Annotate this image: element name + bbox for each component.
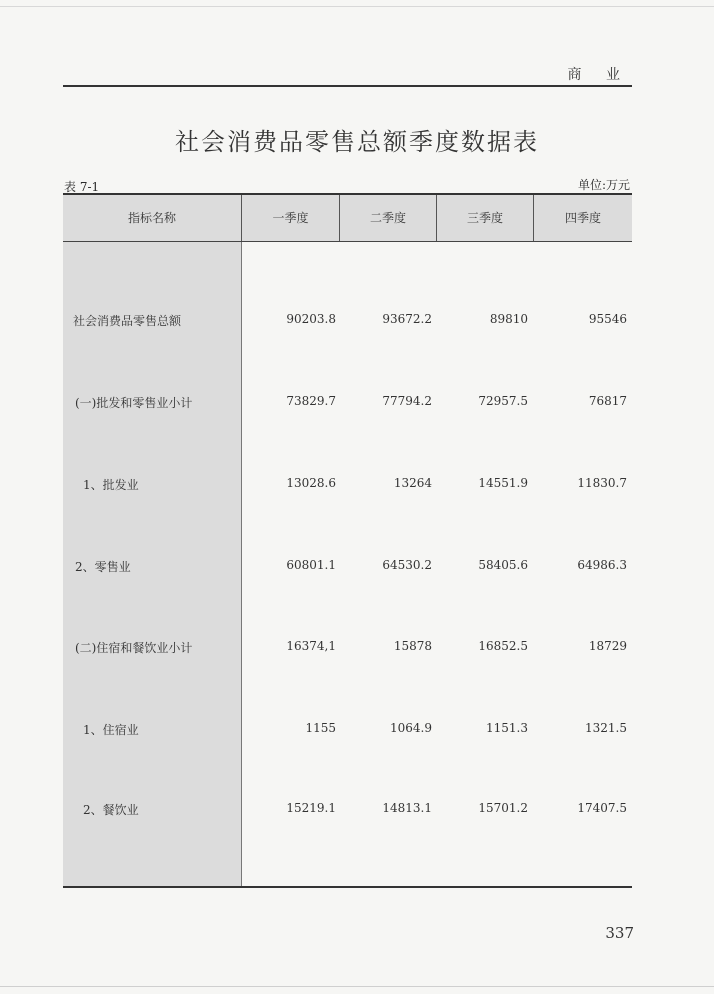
table-row — [63, 476, 632, 496]
cell-value: 76817 — [588, 394, 627, 408]
row-label: 2、零售业 — [75, 560, 131, 574]
cell-value: 95546 — [588, 312, 627, 326]
table-header — [63, 195, 632, 242]
column-header-q4: 四季度 — [564, 211, 601, 225]
cell-value: 14813.1 — [382, 801, 432, 815]
row-label: (一)批发和零售业小计 — [75, 396, 193, 410]
column-header-q2: 二季度 — [369, 211, 406, 225]
scan-top-edge — [0, 6, 714, 7]
cell-value: 73829.7 — [286, 394, 336, 408]
page-title: 社会消费品零售总额季度数据表 — [175, 128, 539, 156]
table-row — [63, 639, 632, 659]
cell-value: 90203.8 — [286, 312, 336, 326]
cell-value: 14551.9 — [478, 476, 528, 490]
cell-value: 18729 — [588, 639, 627, 653]
data-table — [63, 193, 632, 888]
cell-value: 13264 — [393, 476, 432, 490]
table-row — [63, 721, 632, 741]
cell-value: 11830.7 — [577, 476, 627, 490]
cell-value: 1064.9 — [390, 721, 432, 735]
cell-value: 17407.5 — [577, 801, 627, 815]
cell-value: 64530.2 — [382, 558, 432, 572]
cell-value: 93672.2 — [382, 312, 432, 326]
table-id: 表 7-1 — [64, 180, 100, 194]
row-label: 1、批发业 — [83, 478, 139, 492]
table-row — [63, 394, 632, 414]
cell-value: 15219.1 — [286, 801, 336, 815]
row-label: (二)住宿和餐饮业小计 — [75, 641, 193, 655]
header-rule — [63, 85, 632, 87]
cell-value: 1321.5 — [585, 721, 627, 735]
cell-value: 89810 — [489, 312, 528, 326]
cell-value: 1151.3 — [486, 721, 528, 735]
cell-value: 60801.1 — [286, 558, 336, 572]
table-row — [63, 801, 632, 821]
cell-value: 77794.2 — [382, 394, 432, 408]
section-header: 商 业 — [567, 67, 630, 83]
row-label: 社会消费品零售总额 — [73, 314, 182, 328]
cell-value: 1155 — [305, 721, 336, 735]
table-row — [63, 558, 632, 578]
cell-value: 13028.6 — [286, 476, 336, 490]
scan-bottom-edge — [0, 986, 714, 987]
cell-value: 15701.2 — [478, 801, 528, 815]
cell-value: 16852.5 — [478, 639, 528, 653]
cell-value: 16374,1 — [286, 639, 336, 653]
table-row — [63, 312, 632, 332]
column-header-q1: 一季度 — [272, 211, 309, 225]
cell-value: 72957.5 — [478, 394, 528, 408]
column-header-q3: 三季度 — [466, 211, 503, 225]
cell-value: 64986.3 — [577, 558, 627, 572]
cell-value: 58405.6 — [478, 558, 528, 572]
column-header-indicator: 指标名称 — [127, 211, 176, 225]
page-number: 337 — [605, 924, 634, 942]
unit-label: 单位:万元 — [577, 178, 630, 192]
cell-value: 15878 — [393, 639, 432, 653]
row-label: 1、住宿业 — [83, 723, 139, 737]
row-label: 2、餐饮业 — [83, 803, 139, 817]
